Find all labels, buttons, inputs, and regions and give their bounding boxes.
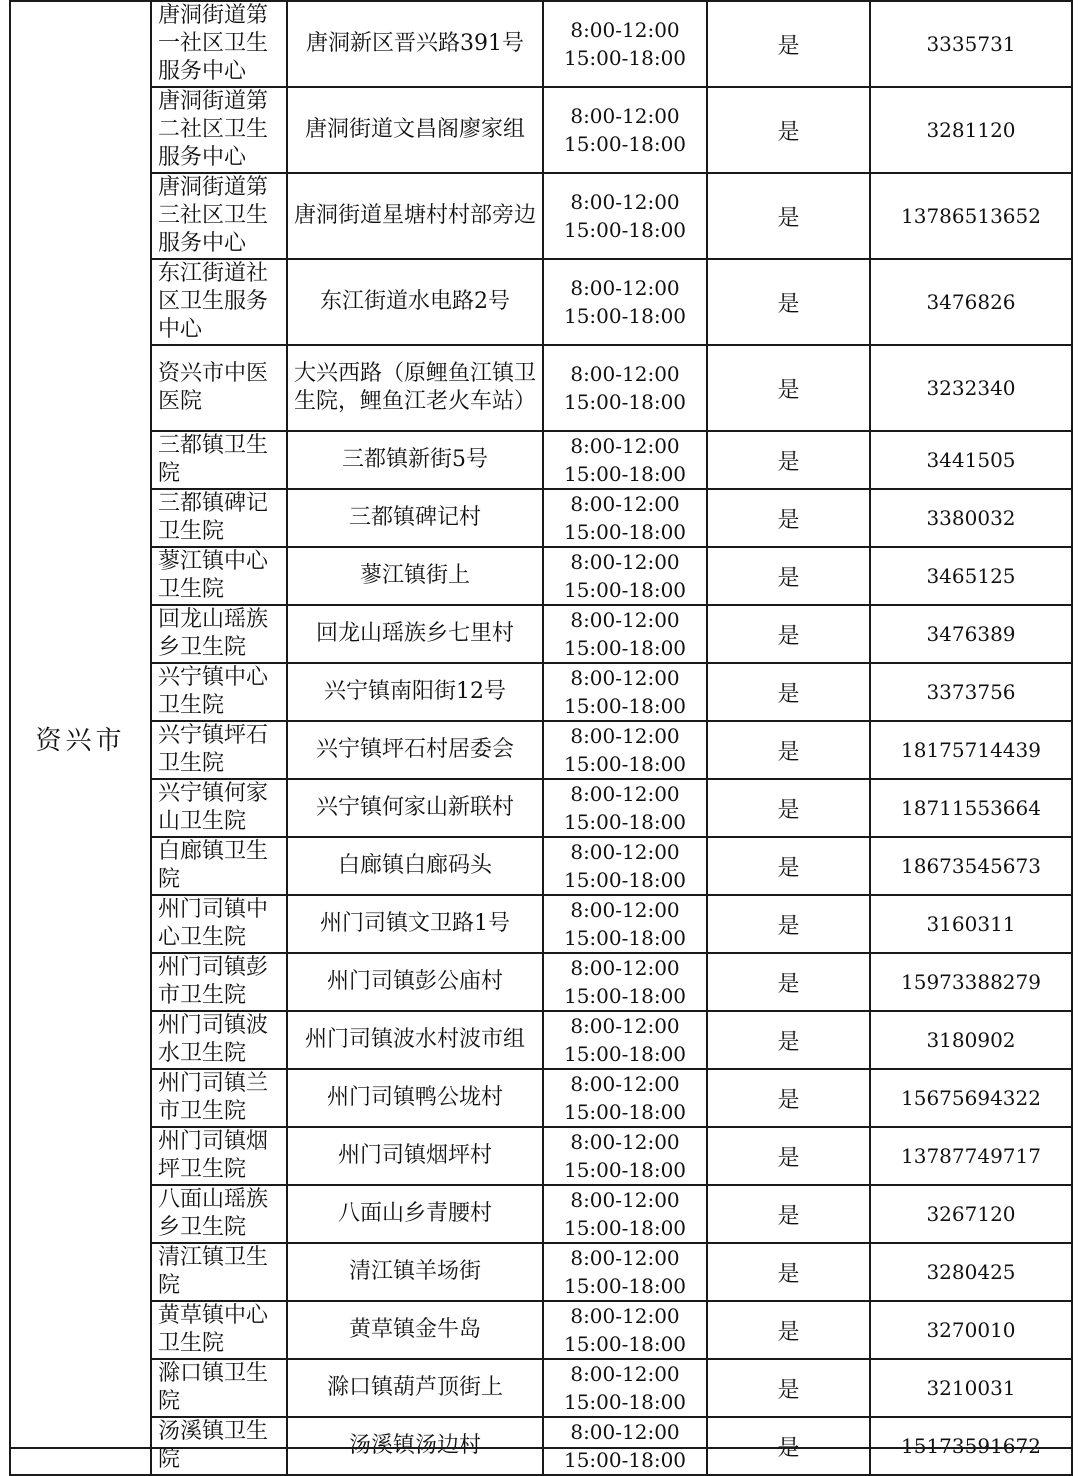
table-row xyxy=(10,1127,1072,1185)
table-row xyxy=(10,1243,1072,1301)
table-row xyxy=(10,1417,1072,1475)
hours-afternoon: 15:00-18:00 xyxy=(563,694,687,718)
opening-hours xyxy=(543,1185,707,1243)
hours-afternoon: 15:00-18:00 xyxy=(563,1216,687,1240)
opening-hours xyxy=(543,1301,707,1359)
facility-name: 滁口镇卫生院 xyxy=(151,1359,287,1417)
phone-number: 3180902 xyxy=(870,1011,1072,1069)
facility-name: 州门司镇波水卫生院 xyxy=(151,1011,287,1069)
hours-morning: 8:00-12:00 xyxy=(570,840,680,864)
phone-number: 3270010 xyxy=(870,1301,1072,1359)
availability-flag: 是 xyxy=(707,547,870,605)
hours-afternoon: 15:00-18:00 xyxy=(563,1042,687,1066)
table-row xyxy=(10,345,1072,431)
opening-hours xyxy=(543,1011,707,1069)
facility-address: 八面山乡青腰村 xyxy=(287,1185,543,1243)
hours-afternoon: 15:00-18:00 xyxy=(563,132,687,156)
opening-hours xyxy=(543,721,707,779)
opening-hours xyxy=(543,259,707,345)
facility-name: 三都镇卫生院 xyxy=(151,431,287,489)
hours-morning: 8:00-12:00 xyxy=(570,190,680,214)
hours-afternoon: 15:00-18:00 xyxy=(563,1100,687,1124)
phone-number: 18175714439 xyxy=(870,721,1072,779)
next-row-divider xyxy=(150,1447,152,1457)
next-row-divider xyxy=(869,1447,871,1457)
availability-flag: 是 xyxy=(707,1069,870,1127)
table-row xyxy=(10,87,1072,173)
hours-afternoon: 15:00-18:00 xyxy=(563,1448,687,1472)
facility-address: 兴宁镇坪石村居委会 xyxy=(287,721,543,779)
availability-flag: 是 xyxy=(707,173,870,259)
availability-flag: 是 xyxy=(707,779,870,837)
availability-flag: 是 xyxy=(707,1185,870,1243)
phone-number: 18711553664 xyxy=(870,779,1072,837)
table-row xyxy=(10,837,1072,895)
facility-address: 州门司镇彭公庙村 xyxy=(287,953,543,1011)
facility-address: 三都镇碑记村 xyxy=(287,489,543,547)
hours-afternoon: 15:00-18:00 xyxy=(563,810,687,834)
facility-name: 东江街道社区卫生服务中心 xyxy=(151,259,287,345)
opening-hours xyxy=(543,1243,707,1301)
hours-morning: 8:00-12:00 xyxy=(570,276,680,300)
phone-number: 3476826 xyxy=(870,259,1072,345)
phone-number: 3476389 xyxy=(870,605,1072,663)
availability-flag: 是 xyxy=(707,489,870,547)
facility-name: 三都镇碑记卫生院 xyxy=(151,489,287,547)
clinic-table-body xyxy=(10,1,1072,1475)
facility-address: 州门司镇文卫路1号 xyxy=(287,895,543,953)
hours-afternoon: 15:00-18:00 xyxy=(563,926,687,950)
facility-address: 唐洞街道文昌阁廖家组 xyxy=(287,87,543,173)
hours-afternoon: 15:00-18:00 xyxy=(563,1390,687,1414)
clinic-table xyxy=(9,0,1073,1476)
facility-name: 兴宁镇何家山卫生院 xyxy=(151,779,287,837)
phone-number: 3380032 xyxy=(870,489,1072,547)
facility-name: 蓼江镇中心卫生院 xyxy=(151,547,287,605)
opening-hours xyxy=(543,431,707,489)
opening-hours xyxy=(543,779,707,837)
phone-number: 3160311 xyxy=(870,895,1072,953)
facility-name: 回龙山瑶族乡卫生院 xyxy=(151,605,287,663)
opening-hours xyxy=(543,1127,707,1185)
hours-morning: 8:00-12:00 xyxy=(570,550,680,574)
opening-hours xyxy=(543,1069,707,1127)
availability-flag: 是 xyxy=(707,259,870,345)
phone-number: 3441505 xyxy=(870,431,1072,489)
hours-afternoon: 15:00-18:00 xyxy=(563,520,687,544)
facility-name: 唐洞街道第二社区卫生服务中心 xyxy=(151,87,287,173)
hours-morning: 8:00-12:00 xyxy=(570,782,680,806)
hours-morning: 8:00-12:00 xyxy=(570,1362,680,1386)
facility-name: 兴宁镇坪石卫生院 xyxy=(151,721,287,779)
hours-morning: 8:00-12:00 xyxy=(570,666,680,690)
availability-flag: 是 xyxy=(707,1,870,87)
phone-number: 15173591672 xyxy=(870,1417,1072,1475)
facility-name: 州门司镇中心卫生院 xyxy=(151,895,287,953)
hours-morning: 8:00-12:00 xyxy=(570,1072,680,1096)
table-row xyxy=(10,953,1072,1011)
opening-hours xyxy=(543,1417,707,1475)
hours-afternoon: 15:00-18:00 xyxy=(563,218,687,242)
opening-hours xyxy=(543,895,707,953)
availability-flag: 是 xyxy=(707,1127,870,1185)
facility-address: 清江镇羊场街 xyxy=(287,1243,543,1301)
phone-number: 3267120 xyxy=(870,1185,1072,1243)
phone-number: 13786513652 xyxy=(870,173,1072,259)
table-row xyxy=(10,1301,1072,1359)
hours-afternoon: 15:00-18:00 xyxy=(563,1332,687,1356)
availability-flag: 是 xyxy=(707,721,870,779)
hours-morning: 8:00-12:00 xyxy=(570,362,680,386)
hours-morning: 8:00-12:00 xyxy=(570,434,680,458)
table-row xyxy=(10,259,1072,345)
hours-morning: 8:00-12:00 xyxy=(570,18,680,42)
facility-name: 兴宁镇中心卫生院 xyxy=(151,663,287,721)
hours-afternoon: 15:00-18:00 xyxy=(563,304,687,328)
table-row xyxy=(10,721,1072,779)
facility-address: 大兴西路（原鲤鱼江镇卫生院，鲤鱼江老火车站） xyxy=(287,345,543,431)
hours-afternoon: 15:00-18:00 xyxy=(563,578,687,602)
hours-afternoon: 15:00-18:00 xyxy=(563,1158,687,1182)
availability-flag: 是 xyxy=(707,431,870,489)
hours-afternoon: 15:00-18:00 xyxy=(563,868,687,892)
facility-address: 蓼江镇街上 xyxy=(287,547,543,605)
hours-afternoon: 15:00-18:00 xyxy=(563,462,687,486)
availability-flag: 是 xyxy=(707,837,870,895)
hours-afternoon: 15:00-18:00 xyxy=(563,636,687,660)
availability-flag: 是 xyxy=(707,1417,870,1475)
hours-afternoon: 15:00-18:00 xyxy=(563,1274,687,1298)
phone-number: 3210031 xyxy=(870,1359,1072,1417)
table-row xyxy=(10,173,1072,259)
facility-address: 东江街道水电路2号 xyxy=(287,259,543,345)
availability-flag: 是 xyxy=(707,87,870,173)
availability-flag: 是 xyxy=(707,1011,870,1069)
facility-address: 回龙山瑶族乡七里村 xyxy=(287,605,543,663)
hours-afternoon: 15:00-18:00 xyxy=(563,390,687,414)
availability-flag: 是 xyxy=(707,663,870,721)
hours-morning: 8:00-12:00 xyxy=(570,956,680,980)
availability-flag: 是 xyxy=(707,605,870,663)
facility-address: 州门司镇鸭公垅村 xyxy=(287,1069,543,1127)
facility-address: 三都镇新街5号 xyxy=(287,431,543,489)
phone-number: 13787749717 xyxy=(870,1127,1072,1185)
facility-name: 白廊镇卫生院 xyxy=(151,837,287,895)
hours-morning: 8:00-12:00 xyxy=(570,1188,680,1212)
opening-hours xyxy=(543,605,707,663)
hours-afternoon: 15:00-18:00 xyxy=(563,46,687,70)
table-row xyxy=(10,779,1072,837)
facility-name: 州门司镇彭市卫生院 xyxy=(151,953,287,1011)
hours-afternoon: 15:00-18:00 xyxy=(563,752,687,776)
opening-hours xyxy=(543,837,707,895)
hours-morning: 8:00-12:00 xyxy=(570,724,680,748)
availability-flag: 是 xyxy=(707,345,870,431)
availability-flag: 是 xyxy=(707,1243,870,1301)
hours-morning: 8:00-12:00 xyxy=(570,492,680,516)
facility-address: 唐洞街道星塘村村部旁边 xyxy=(287,173,543,259)
facility-name: 州门司镇兰市卫生院 xyxy=(151,1069,287,1127)
opening-hours xyxy=(543,173,707,259)
next-row-divider xyxy=(286,1447,288,1457)
opening-hours xyxy=(543,547,707,605)
hours-morning: 8:00-12:00 xyxy=(570,1304,680,1328)
table-row xyxy=(10,431,1072,489)
hours-morning: 8:00-12:00 xyxy=(570,1420,680,1444)
table-row xyxy=(10,489,1072,547)
facility-address: 兴宁镇何家山新联村 xyxy=(287,779,543,837)
table-row xyxy=(10,547,1072,605)
hours-morning: 8:00-12:00 xyxy=(570,1246,680,1270)
opening-hours xyxy=(543,87,707,173)
facility-name: 唐洞街道第三社区卫生服务中心 xyxy=(151,173,287,259)
facility-name: 资兴市中医医院 xyxy=(151,345,287,431)
next-row-divider xyxy=(706,1447,708,1457)
availability-flag: 是 xyxy=(707,895,870,953)
hours-morning: 8:00-12:00 xyxy=(570,1130,680,1154)
facility-address: 兴宁镇南阳街12号 xyxy=(287,663,543,721)
table-row xyxy=(10,605,1072,663)
hours-morning: 8:00-12:00 xyxy=(570,898,680,922)
phone-number: 15973388279 xyxy=(870,953,1072,1011)
next-row-border xyxy=(9,1447,1071,1449)
facility-address: 白廊镇白廊码头 xyxy=(287,837,543,895)
opening-hours xyxy=(543,1,707,87)
availability-flag: 是 xyxy=(707,1359,870,1417)
facility-address: 滁口镇葫芦顶街上 xyxy=(287,1359,543,1417)
hours-morning: 8:00-12:00 xyxy=(570,608,680,632)
facility-name: 汤溪镇卫生院 xyxy=(151,1417,287,1475)
availability-flag: 是 xyxy=(707,953,870,1011)
opening-hours xyxy=(543,663,707,721)
phone-number: 3465125 xyxy=(870,547,1072,605)
phone-number: 3280425 xyxy=(870,1243,1072,1301)
table-row xyxy=(10,1185,1072,1243)
table-row xyxy=(10,895,1072,953)
next-row-divider xyxy=(542,1447,544,1457)
opening-hours xyxy=(543,953,707,1011)
opening-hours xyxy=(543,489,707,547)
phone-number: 3373756 xyxy=(870,663,1072,721)
facility-address: 汤溪镇汤边村 xyxy=(287,1417,543,1475)
table-row xyxy=(10,1011,1072,1069)
facility-name: 黄草镇中心卫生院 xyxy=(151,1301,287,1359)
availability-flag: 是 xyxy=(707,1301,870,1359)
facility-address: 唐洞新区晋兴路391号 xyxy=(287,1,543,87)
facility-name: 清江镇卫生院 xyxy=(151,1243,287,1301)
hours-afternoon: 15:00-18:00 xyxy=(563,984,687,1008)
table-row xyxy=(10,1,1072,87)
facility-address: 州门司镇波水村波市组 xyxy=(287,1011,543,1069)
phone-number: 3335731 xyxy=(870,1,1072,87)
facility-address: 黄草镇金牛岛 xyxy=(287,1301,543,1359)
phone-number: 3232340 xyxy=(870,345,1072,431)
facility-name: 八面山瑶族乡卫生院 xyxy=(151,1185,287,1243)
phone-number: 18673545673 xyxy=(870,837,1072,895)
table-row xyxy=(10,1359,1072,1417)
facility-address: 州门司镇烟坪村 xyxy=(287,1127,543,1185)
table-row xyxy=(10,663,1072,721)
hours-morning: 8:00-12:00 xyxy=(570,1014,680,1038)
phone-number: 15675694322 xyxy=(870,1069,1072,1127)
opening-hours xyxy=(543,345,707,431)
table-row xyxy=(10,1069,1072,1127)
phone-number: 3281120 xyxy=(870,87,1072,173)
region-cell: 资兴市 xyxy=(10,1,151,1475)
facility-name: 唐洞街道第一社区卫生服务中心 xyxy=(151,1,287,87)
hours-morning: 8:00-12:00 xyxy=(570,104,680,128)
facility-name: 州门司镇烟坪卫生院 xyxy=(151,1127,287,1185)
opening-hours xyxy=(543,1359,707,1417)
